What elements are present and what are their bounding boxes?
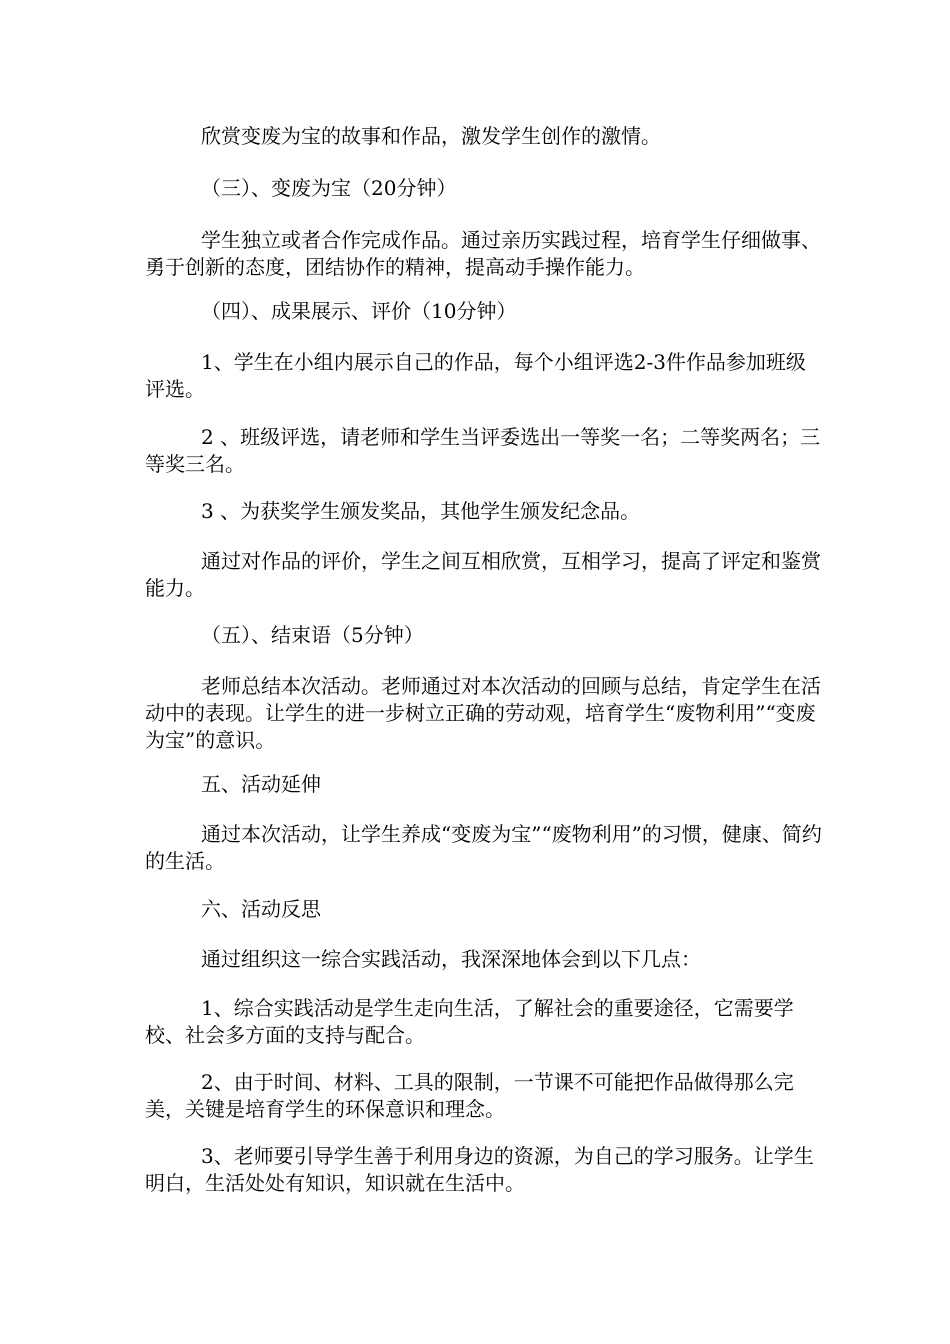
paragraph-awards: 3 、为获奖学生颁发奖品，其他学生颁发纪念品。 — [201, 499, 641, 523]
paragraph-reflection-2: 2、由于时间、材料、工具的限制，一节课不可能把作品做得那么完美，关键是培育学生的环保意识和理念。 — [145, 1070, 794, 1121]
section-heading-reflection: 六、活动反思 — [201, 897, 321, 921]
paragraph-class-selection: 2 、班级评选，请老师和学生当评委选出一等奖一名；二等奖两名；三等奖三名。 — [145, 425, 821, 476]
paragraph-evaluation: 通过对作品的评价，学生之间互相欣赏，互相学习，提高了评定和鉴赏能力。 — [145, 549, 821, 600]
section-heading-4: （四）、成果展示、评价（10分钟） — [201, 299, 517, 323]
section-heading-3: （三）、变废为宝（20分钟） — [201, 176, 457, 200]
paragraph-extension: 通过本次活动，让学生养成“变废为宝”“废物利用”的习惯，健康、简约的生活。 — [145, 822, 822, 873]
section-heading-5: （五）、结束语（5分钟） — [201, 623, 424, 647]
paragraph-appreciate: 欣赏变废为宝的故事和作品，激发学生创作的激情。 — [201, 124, 661, 148]
paragraph-reflection-intro: 通过组织这一综合实践活动，我深深地体会到以下几点： — [201, 947, 701, 971]
paragraph-reflection-3: 3、老师要引导学生善于利用身边的资源，为自己的学习服务。让学生明白，生活处处有知识，知识就在生活中。 — [145, 1144, 814, 1195]
section-heading-extension: 五、活动延伸 — [201, 772, 321, 796]
paragraph-reflection-1: 1、综合实践活动是学生走向生活，了解社会的重要途径，它需要学校、社会多方面的支持与配合。 — [145, 996, 794, 1047]
paragraph-make-works: 学生独立或者合作完成作品。通过亲历实践过程，培育学生仔细做事、勇于创新的态度，团结协作的精神，提高动手操作能力。 — [145, 228, 821, 279]
paragraph-group-display: 1、学生在小组内展示自己的作品，每个小组评选2-3件作品参加班级评选。 — [145, 350, 806, 401]
paragraph-conclusion: 老师总结本次活动。老师通过对本次活动的回顾与总结，肯定学生在活动中的表现。让学生的进一步树立正确的劳动观，培育学生“废物利用”“变废为宝”的意识。 — [145, 674, 821, 752]
